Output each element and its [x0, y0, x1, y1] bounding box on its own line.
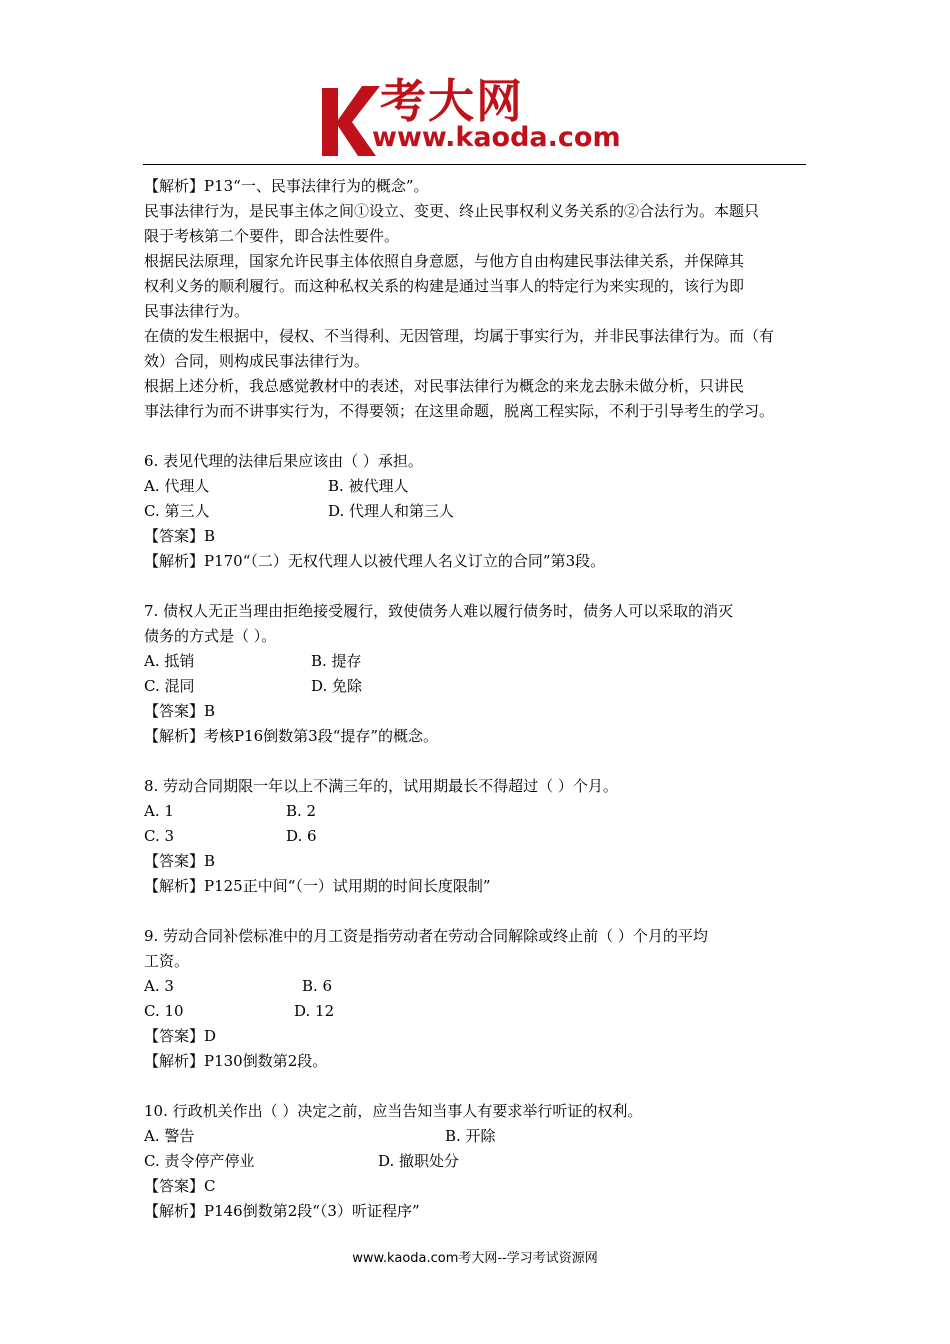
option-a: A. 代理人 — [144, 477, 210, 495]
question-9-analysis: 【解析】P130倒数第2段。 — [144, 1052, 328, 1070]
intro-analysis: 【解析】P13“一、民事法律行为的概念”。 — [144, 177, 429, 195]
intro-line: 事法律行为而不讲事实行为，不得要领；在这里命题，脱离工程实际，不利于引导考生的学习。 — [144, 402, 775, 420]
question-6-stem: 6. 表见代理的法律后果应该由（ ）承担。 — [144, 452, 423, 470]
question-7-options-row — [144, 649, 816, 674]
intro-line: 根据上述分析，我总感觉教材中的表述，对民事法律行为概念的来龙去脉未做分析，只讲民 — [144, 377, 745, 395]
question-6-options-row — [144, 474, 816, 499]
question-7-stem: 7. 债权人无正当理由拒绝接受履行，致使债务人难以履行债务时，债务人可以采取的消灭 — [144, 602, 734, 620]
option-a: A. 警告 — [144, 1127, 195, 1145]
option-c: C. 3 — [144, 827, 175, 845]
question-10-analysis: 【解析】P146倒数第2段“（3）听证程序” — [144, 1202, 420, 1220]
option-d: D. 免除 — [311, 677, 363, 695]
question-7-options-row — [144, 674, 816, 699]
question-7-stem: 债务的方式是（ ）。 — [144, 627, 277, 645]
option-c: C. 责令停产停业 — [144, 1152, 255, 1170]
header-divider — [143, 164, 806, 165]
option-d: D. 代理人和第三人 — [328, 502, 455, 520]
question-8-answer: 【答案】B — [144, 852, 216, 870]
logo-brand-text: 考大网 — [380, 74, 524, 128]
question-9-answer: 【答案】D — [144, 1027, 217, 1045]
question-10-answer: 【答案】C — [144, 1177, 216, 1195]
intro-line: 效）合同，则构成民事法律行为。 — [144, 352, 370, 370]
intro-line: 限于考核第二个要件，即合法性要件。 — [144, 227, 400, 245]
intro-line: 民事法律行为。 — [144, 302, 250, 320]
question-8-options-row — [144, 824, 816, 849]
footer-site-link[interactable]: www.kaoda.com — [352, 1251, 459, 1266]
question-9-stem: 工资。 — [144, 952, 190, 970]
question-8-options-row — [144, 799, 816, 824]
intro-line: 民事法律行为，是民事主体之间①设立、变更、终止民事权利义务关系的②合法行为。本题只 — [144, 202, 760, 220]
option-d: D. 12 — [294, 1002, 335, 1020]
question-8-analysis: 【解析】P125正中间“（一）试用期的时间长度限制” — [144, 877, 491, 895]
option-c: C. 混同 — [144, 677, 195, 695]
intro-line: 根据民法原理，国家允许民事主体依照自身意愿，与他方自由构建民事法律关系，并保障其 — [144, 252, 745, 270]
question-9-options-row — [144, 999, 816, 1024]
question-9-options-row — [144, 974, 816, 999]
option-a: A. 抵销 — [144, 652, 195, 670]
intro-line: 权利义务的顺利履行。而这种私权关系的构建是通过当事人的特定行为来实现的，该行为即 — [144, 277, 745, 295]
intro-line: 在债的发生根据中，侵权、不当得利、无因管理，均属于事实行为，并非民事法律行为。而（有 — [144, 327, 775, 345]
question-7-answer: 【答案】B — [144, 702, 216, 720]
question-6-options-row — [144, 499, 816, 524]
option-a: A. 1 — [144, 802, 174, 820]
option-b: B. 开除 — [445, 1127, 496, 1145]
option-c: C. 10 — [144, 1002, 184, 1020]
option-b: B. 6 — [302, 977, 333, 995]
page-footer — [0, 1247, 950, 1266]
site-logo[interactable] — [318, 74, 648, 162]
option-b: B. 2 — [286, 802, 317, 820]
option-b: B. 被代理人 — [328, 477, 409, 495]
document-body — [144, 174, 816, 1224]
option-d: D. 6 — [286, 827, 317, 845]
question-7-analysis: 【解析】考核P16倒数第3段“提存”的概念。 — [144, 727, 439, 745]
option-c: C. 第三人 — [144, 502, 210, 520]
footer-text: 考大网--学习考试资源网 — [458, 1251, 598, 1266]
question-6-answer: 【答案】B — [144, 527, 216, 545]
question-10-stem: 10. 行政机关作出（ ）决定之前，应当告知当事人有要求举行听证的权利。 — [144, 1102, 643, 1120]
question-6-analysis: 【解析】P170“（二）无权代理人以被代理人名义订立的合同”第3段。 — [144, 552, 606, 570]
option-a: A. 3 — [144, 977, 174, 995]
option-b: B. 提存 — [311, 652, 362, 670]
question-8-stem: 8. 劳动合同期限一年以上不满三年的，试用期最长不得超过（ ）个月。 — [144, 777, 618, 795]
question-9-stem: 9. 劳动合同补偿标准中的月工资是指劳动者在劳动合同解除或终止前（ ）个月的平均 — [144, 927, 708, 945]
option-d: D. 撤职处分 — [378, 1152, 460, 1170]
logo-url-text: www.kaoda.com — [372, 122, 621, 153]
question-10-options-row — [144, 1124, 816, 1149]
question-10-options-row — [144, 1149, 816, 1174]
